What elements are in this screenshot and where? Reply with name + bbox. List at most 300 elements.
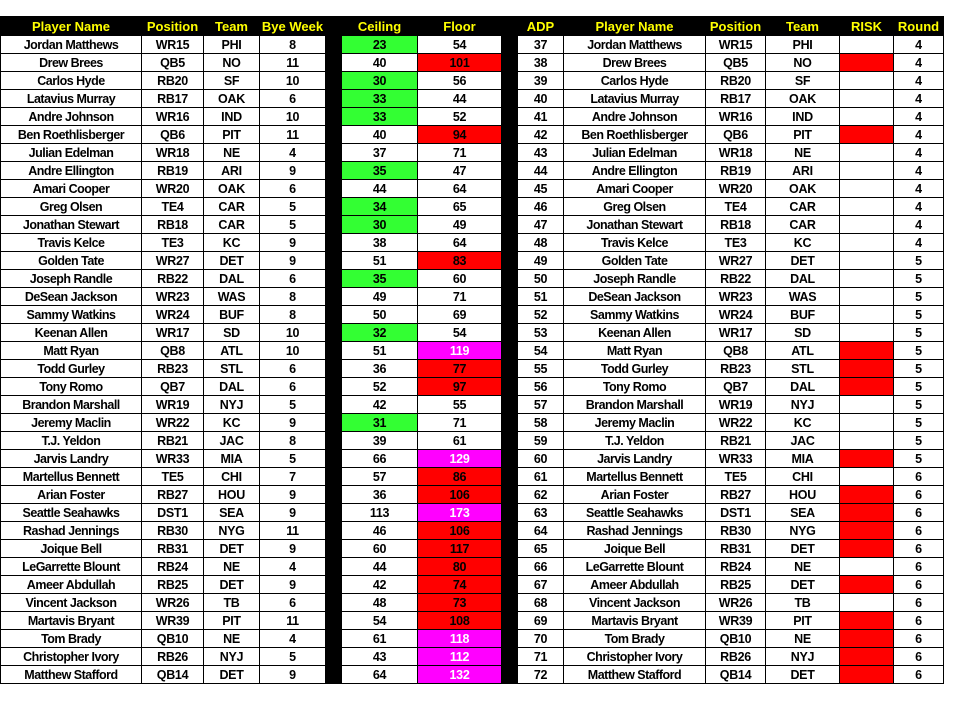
floor-cell[interactable]: 101 — [418, 54, 502, 72]
round-cell[interactable]: 4 — [894, 36, 944, 54]
floor-cell[interactable]: 71 — [418, 144, 502, 162]
player-name-cell[interactable]: Jarvis Landry — [1, 450, 142, 468]
risk-cell[interactable] — [840, 324, 894, 342]
player-name-right-cell[interactable]: T.J. Yeldon — [564, 432, 706, 450]
floor-cell[interactable]: 108 — [418, 612, 502, 630]
bye-week-cell[interactable]: 10 — [260, 342, 326, 360]
ceiling-cell[interactable]: 30 — [342, 72, 418, 90]
position-right-cell[interactable]: RB21 — [706, 432, 766, 450]
player-name-cell[interactable]: Ben Roethlisberger — [1, 126, 142, 144]
player-name-cell[interactable]: Rashad Jennings — [1, 522, 142, 540]
round-cell[interactable]: 5 — [894, 306, 944, 324]
ceiling-cell[interactable]: 46 — [342, 522, 418, 540]
bye-week-cell[interactable]: 9 — [260, 576, 326, 594]
adp-cell[interactable]: 64 — [518, 522, 564, 540]
team-cell[interactable]: NYJ — [204, 396, 260, 414]
player-name-cell[interactable]: Andre Johnson — [1, 108, 142, 126]
player-name-right-cell[interactable]: Todd Gurley — [564, 360, 706, 378]
ceiling-cell[interactable]: 34 — [342, 198, 418, 216]
team-cell[interactable]: DET — [204, 666, 260, 684]
player-name-cell[interactable]: Jeremy Maclin — [1, 414, 142, 432]
position-right-cell[interactable]: WR22 — [706, 414, 766, 432]
team-right-cell[interactable]: NE — [766, 630, 840, 648]
position-right-cell[interactable]: RB26 — [706, 648, 766, 666]
floor-cell[interactable]: 55 — [418, 396, 502, 414]
team-right-cell[interactable]: CAR — [766, 198, 840, 216]
position-cell[interactable]: RB17 — [142, 90, 204, 108]
round-cell[interactable]: 6 — [894, 558, 944, 576]
player-name-right-cell[interactable]: Rashad Jennings — [564, 522, 706, 540]
player-name-cell[interactable]: Greg Olsen — [1, 198, 142, 216]
ceiling-cell[interactable]: 33 — [342, 90, 418, 108]
team-right-cell[interactable]: SEA — [766, 504, 840, 522]
position-right-cell[interactable]: QB5 — [706, 54, 766, 72]
player-name-cell[interactable]: Joseph Randle — [1, 270, 142, 288]
adp-cell[interactable]: 55 — [518, 360, 564, 378]
player-name-right-cell[interactable]: Keenan Allen — [564, 324, 706, 342]
team-right-cell[interactable]: ATL — [766, 342, 840, 360]
position-cell[interactable]: RB20 — [142, 72, 204, 90]
team-cell[interactable]: JAC — [204, 432, 260, 450]
risk-cell[interactable] — [840, 414, 894, 432]
ceiling-cell[interactable]: 52 — [342, 378, 418, 396]
team-right-cell[interactable]: NYG — [766, 522, 840, 540]
floor-cell[interactable]: 65 — [418, 198, 502, 216]
position-cell[interactable]: QB14 — [142, 666, 204, 684]
position-cell[interactable]: RB24 — [142, 558, 204, 576]
bye-week-cell[interactable]: 9 — [260, 504, 326, 522]
team-cell[interactable]: PHI — [204, 36, 260, 54]
position-cell[interactable]: TE3 — [142, 234, 204, 252]
risk-cell[interactable] — [840, 270, 894, 288]
position-right-cell[interactable]: WR26 — [706, 594, 766, 612]
adp-cell[interactable]: 59 — [518, 432, 564, 450]
position-right-cell[interactable]: RB27 — [706, 486, 766, 504]
position-cell[interactable]: RB31 — [142, 540, 204, 558]
round-cell[interactable]: 5 — [894, 288, 944, 306]
position-right-cell[interactable]: WR16 — [706, 108, 766, 126]
position-right-cell[interactable]: WR27 — [706, 252, 766, 270]
player-name-right-cell[interactable]: Andre Johnson — [564, 108, 706, 126]
risk-cell[interactable] — [840, 468, 894, 486]
ceiling-cell[interactable]: 64 — [342, 666, 418, 684]
player-name-cell[interactable]: Christopher Ivory — [1, 648, 142, 666]
position-right-cell[interactable]: RB22 — [706, 270, 766, 288]
position-right-cell[interactable]: WR15 — [706, 36, 766, 54]
adp-cell[interactable]: 54 — [518, 342, 564, 360]
adp-cell[interactable]: 41 — [518, 108, 564, 126]
round-cell[interactable]: 4 — [894, 144, 944, 162]
round-cell[interactable]: 4 — [894, 198, 944, 216]
ceiling-cell[interactable]: 48 — [342, 594, 418, 612]
player-name-right-cell[interactable]: Ameer Abdullah — [564, 576, 706, 594]
team-cell[interactable]: CAR — [204, 198, 260, 216]
floor-cell[interactable]: 117 — [418, 540, 502, 558]
player-name-cell[interactable]: Carlos Hyde — [1, 72, 142, 90]
ceiling-cell[interactable]: 44 — [342, 558, 418, 576]
adp-cell[interactable]: 60 — [518, 450, 564, 468]
player-name-cell[interactable]: Vincent Jackson — [1, 594, 142, 612]
position-right-cell[interactable]: RB25 — [706, 576, 766, 594]
ceiling-cell[interactable]: 49 — [342, 288, 418, 306]
round-cell[interactable]: 5 — [894, 396, 944, 414]
team-right-cell[interactable]: NE — [766, 558, 840, 576]
adp-cell[interactable]: 51 — [518, 288, 564, 306]
team-right-cell[interactable]: OAK — [766, 180, 840, 198]
adp-cell[interactable]: 69 — [518, 612, 564, 630]
position-right-cell[interactable]: QB7 — [706, 378, 766, 396]
risk-cell[interactable] — [840, 72, 894, 90]
adp-cell[interactable]: 67 — [518, 576, 564, 594]
team-cell[interactable]: STL — [204, 360, 260, 378]
risk-cell[interactable] — [840, 360, 894, 378]
player-name-cell[interactable]: Drew Brees — [1, 54, 142, 72]
bye-week-cell[interactable]: 4 — [260, 630, 326, 648]
team-right-cell[interactable]: HOU — [766, 486, 840, 504]
bye-week-cell[interactable]: 6 — [260, 270, 326, 288]
floor-cell[interactable]: 54 — [418, 324, 502, 342]
round-cell[interactable]: 4 — [894, 216, 944, 234]
player-name-right-cell[interactable]: Travis Kelce — [564, 234, 706, 252]
team-cell[interactable]: OAK — [204, 180, 260, 198]
adp-cell[interactable]: 39 — [518, 72, 564, 90]
risk-cell[interactable] — [840, 630, 894, 648]
risk-cell[interactable] — [840, 540, 894, 558]
team-cell[interactable]: HOU — [204, 486, 260, 504]
risk-cell[interactable] — [840, 36, 894, 54]
team-cell[interactable]: SD — [204, 324, 260, 342]
team-right-cell[interactable]: NYJ — [766, 396, 840, 414]
team-right-cell[interactable]: BUF — [766, 306, 840, 324]
risk-cell[interactable] — [840, 612, 894, 630]
ceiling-cell[interactable]: 30 — [342, 216, 418, 234]
player-name-cell[interactable]: Todd Gurley — [1, 360, 142, 378]
ceiling-cell[interactable]: 40 — [342, 54, 418, 72]
round-cell[interactable]: 5 — [894, 342, 944, 360]
team-cell[interactable]: NYJ — [204, 648, 260, 666]
ceiling-cell[interactable]: 42 — [342, 576, 418, 594]
position-right-cell[interactable]: RB20 — [706, 72, 766, 90]
player-name-right-cell[interactable]: Tom Brady — [564, 630, 706, 648]
floor-cell[interactable]: 77 — [418, 360, 502, 378]
player-name-right-cell[interactable]: DeSean Jackson — [564, 288, 706, 306]
round-cell[interactable]: 6 — [894, 576, 944, 594]
player-name-right-cell[interactable]: Greg Olsen — [564, 198, 706, 216]
position-cell[interactable]: WR24 — [142, 306, 204, 324]
position-cell[interactable]: TE4 — [142, 198, 204, 216]
player-name-right-cell[interactable]: Sammy Watkins — [564, 306, 706, 324]
adp-cell[interactable]: 43 — [518, 144, 564, 162]
ceiling-cell[interactable]: 37 — [342, 144, 418, 162]
position-cell[interactable]: RB30 — [142, 522, 204, 540]
ceiling-cell[interactable]: 32 — [342, 324, 418, 342]
floor-cell[interactable]: 94 — [418, 126, 502, 144]
position-right-cell[interactable]: TE3 — [706, 234, 766, 252]
team-cell[interactable]: MIA — [204, 450, 260, 468]
position-cell[interactable]: RB26 — [142, 648, 204, 666]
position-right-cell[interactable]: WR20 — [706, 180, 766, 198]
team-cell[interactable]: CAR — [204, 216, 260, 234]
adp-cell[interactable]: 42 — [518, 126, 564, 144]
bye-week-cell[interactable]: 5 — [260, 648, 326, 666]
adp-cell[interactable]: 61 — [518, 468, 564, 486]
team-right-cell[interactable]: PHI — [766, 36, 840, 54]
floor-cell[interactable]: 80 — [418, 558, 502, 576]
player-name-cell[interactable]: Keenan Allen — [1, 324, 142, 342]
bye-week-cell[interactable]: 5 — [260, 450, 326, 468]
player-name-cell[interactable]: LeGarrette Blount — [1, 558, 142, 576]
floor-cell[interactable]: 118 — [418, 630, 502, 648]
position-cell[interactable]: WR23 — [142, 288, 204, 306]
ceiling-cell[interactable]: 113 — [342, 504, 418, 522]
player-name-cell[interactable]: Tom Brady — [1, 630, 142, 648]
position-cell[interactable]: WR20 — [142, 180, 204, 198]
ceiling-cell[interactable]: 51 — [342, 342, 418, 360]
position-cell[interactable]: RB21 — [142, 432, 204, 450]
bye-week-cell[interactable]: 11 — [260, 612, 326, 630]
player-name-right-cell[interactable]: Andre Ellington — [564, 162, 706, 180]
round-cell[interactable]: 6 — [894, 540, 944, 558]
player-name-right-cell[interactable]: Jordan Matthews — [564, 36, 706, 54]
ceiling-cell[interactable]: 35 — [342, 270, 418, 288]
team-right-cell[interactable]: TB — [766, 594, 840, 612]
round-cell[interactable]: 5 — [894, 378, 944, 396]
adp-cell[interactable]: 57 — [518, 396, 564, 414]
team-cell[interactable]: DAL — [204, 378, 260, 396]
bye-week-cell[interactable]: 5 — [260, 216, 326, 234]
risk-cell[interactable] — [840, 54, 894, 72]
position-cell[interactable]: QB7 — [142, 378, 204, 396]
team-cell[interactable]: KC — [204, 234, 260, 252]
adp-cell[interactable]: 66 — [518, 558, 564, 576]
position-cell[interactable]: WR18 — [142, 144, 204, 162]
player-name-cell[interactable]: Ameer Abdullah — [1, 576, 142, 594]
position-cell[interactable]: WR27 — [142, 252, 204, 270]
ceiling-cell[interactable]: 43 — [342, 648, 418, 666]
player-name-right-cell[interactable]: Julian Edelman — [564, 144, 706, 162]
position-right-cell[interactable]: WR39 — [706, 612, 766, 630]
round-cell[interactable]: 6 — [894, 594, 944, 612]
round-cell[interactable]: 6 — [894, 630, 944, 648]
position-right-cell[interactable]: RB17 — [706, 90, 766, 108]
team-right-cell[interactable]: DET — [766, 576, 840, 594]
risk-cell[interactable] — [840, 126, 894, 144]
floor-cell[interactable]: 54 — [418, 36, 502, 54]
bye-week-cell[interactable]: 9 — [260, 234, 326, 252]
player-name-right-cell[interactable]: Tony Romo — [564, 378, 706, 396]
bye-week-cell[interactable]: 6 — [260, 360, 326, 378]
position-cell[interactable]: WR33 — [142, 450, 204, 468]
player-name-cell[interactable]: Arian Foster — [1, 486, 142, 504]
position-right-cell[interactable]: QB10 — [706, 630, 766, 648]
team-right-cell[interactable]: KC — [766, 414, 840, 432]
floor-cell[interactable]: 56 — [418, 72, 502, 90]
bye-week-cell[interactable]: 11 — [260, 522, 326, 540]
team-cell[interactable]: NYG — [204, 522, 260, 540]
team-cell[interactable]: DET — [204, 540, 260, 558]
player-name-cell[interactable]: Matt Ryan — [1, 342, 142, 360]
ceiling-cell[interactable]: 44 — [342, 180, 418, 198]
ceiling-cell[interactable]: 42 — [342, 396, 418, 414]
bye-week-cell[interactable]: 9 — [260, 486, 326, 504]
position-cell[interactable]: QB5 — [142, 54, 204, 72]
player-name-cell[interactable]: Martavis Bryant — [1, 612, 142, 630]
player-name-right-cell[interactable]: Vincent Jackson — [564, 594, 706, 612]
ceiling-cell[interactable]: 36 — [342, 486, 418, 504]
player-name-cell[interactable]: DeSean Jackson — [1, 288, 142, 306]
adp-cell[interactable]: 49 — [518, 252, 564, 270]
bye-week-cell[interactable]: 11 — [260, 126, 326, 144]
team-right-cell[interactable]: SD — [766, 324, 840, 342]
position-right-cell[interactable]: WR19 — [706, 396, 766, 414]
bye-week-cell[interactable]: 9 — [260, 162, 326, 180]
adp-cell[interactable]: 44 — [518, 162, 564, 180]
position-right-cell[interactable]: WR17 — [706, 324, 766, 342]
bye-week-cell[interactable]: 6 — [260, 90, 326, 108]
bye-week-cell[interactable]: 6 — [260, 594, 326, 612]
round-cell[interactable]: 5 — [894, 414, 944, 432]
team-cell[interactable]: DAL — [204, 270, 260, 288]
floor-cell[interactable]: 112 — [418, 648, 502, 666]
adp-cell[interactable]: 71 — [518, 648, 564, 666]
risk-cell[interactable] — [840, 198, 894, 216]
team-cell[interactable]: WAS — [204, 288, 260, 306]
team-cell[interactable]: NE — [204, 630, 260, 648]
risk-cell[interactable] — [840, 234, 894, 252]
bye-week-cell[interactable]: 8 — [260, 288, 326, 306]
floor-cell[interactable]: 61 — [418, 432, 502, 450]
round-cell[interactable]: 5 — [894, 270, 944, 288]
round-cell[interactable]: 5 — [894, 450, 944, 468]
player-name-right-cell[interactable]: Joique Bell — [564, 540, 706, 558]
adp-cell[interactable]: 45 — [518, 180, 564, 198]
adp-cell[interactable]: 40 — [518, 90, 564, 108]
floor-cell[interactable]: 97 — [418, 378, 502, 396]
adp-cell[interactable]: 58 — [518, 414, 564, 432]
risk-cell[interactable] — [840, 396, 894, 414]
bye-week-cell[interactable]: 10 — [260, 324, 326, 342]
round-cell[interactable]: 4 — [894, 54, 944, 72]
adp-cell[interactable]: 46 — [518, 198, 564, 216]
team-cell[interactable]: CHI — [204, 468, 260, 486]
risk-cell[interactable] — [840, 90, 894, 108]
team-right-cell[interactable]: IND — [766, 108, 840, 126]
adp-cell[interactable]: 53 — [518, 324, 564, 342]
team-right-cell[interactable]: DAL — [766, 378, 840, 396]
team-cell[interactable]: OAK — [204, 90, 260, 108]
round-cell[interactable]: 4 — [894, 72, 944, 90]
team-right-cell[interactable]: STL — [766, 360, 840, 378]
risk-cell[interactable] — [840, 504, 894, 522]
player-name-right-cell[interactable]: Drew Brees — [564, 54, 706, 72]
position-cell[interactable]: WR22 — [142, 414, 204, 432]
team-right-cell[interactable]: JAC — [766, 432, 840, 450]
player-name-cell[interactable]: Latavius Murray — [1, 90, 142, 108]
floor-cell[interactable]: 86 — [418, 468, 502, 486]
position-right-cell[interactable]: WR24 — [706, 306, 766, 324]
adp-cell[interactable]: 47 — [518, 216, 564, 234]
ceiling-cell[interactable]: 60 — [342, 540, 418, 558]
team-right-cell[interactable]: PIT — [766, 126, 840, 144]
player-name-right-cell[interactable]: Amari Cooper — [564, 180, 706, 198]
player-name-cell[interactable]: T.J. Yeldon — [1, 432, 142, 450]
round-cell[interactable]: 5 — [894, 252, 944, 270]
adp-cell[interactable]: 68 — [518, 594, 564, 612]
risk-cell[interactable] — [840, 378, 894, 396]
adp-cell[interactable]: 72 — [518, 666, 564, 684]
position-right-cell[interactable]: TE4 — [706, 198, 766, 216]
team-cell[interactable]: TB — [204, 594, 260, 612]
risk-cell[interactable] — [840, 522, 894, 540]
player-name-right-cell[interactable]: Jonathan Stewart — [564, 216, 706, 234]
floor-cell[interactable]: 64 — [418, 180, 502, 198]
team-right-cell[interactable]: SF — [766, 72, 840, 90]
player-name-right-cell[interactable]: Christopher Ivory — [564, 648, 706, 666]
bye-week-cell[interactable]: 5 — [260, 396, 326, 414]
adp-cell[interactable]: 70 — [518, 630, 564, 648]
risk-cell[interactable] — [840, 252, 894, 270]
bye-week-cell[interactable]: 8 — [260, 306, 326, 324]
position-right-cell[interactable]: RB30 — [706, 522, 766, 540]
ceiling-cell[interactable]: 57 — [342, 468, 418, 486]
team-right-cell[interactable]: OAK — [766, 90, 840, 108]
player-name-cell[interactable]: Brandon Marshall — [1, 396, 142, 414]
player-name-cell[interactable]: Joique Bell — [1, 540, 142, 558]
ceiling-cell[interactable]: 61 — [342, 630, 418, 648]
floor-cell[interactable]: 71 — [418, 288, 502, 306]
team-right-cell[interactable]: NE — [766, 144, 840, 162]
risk-cell[interactable] — [840, 342, 894, 360]
risk-cell[interactable] — [840, 108, 894, 126]
bye-week-cell[interactable]: 6 — [260, 180, 326, 198]
player-name-cell[interactable]: Golden Tate — [1, 252, 142, 270]
player-name-right-cell[interactable]: Ben Roethlisberger — [564, 126, 706, 144]
floor-cell[interactable]: 129 — [418, 450, 502, 468]
player-name-right-cell[interactable]: Seattle Seahawks — [564, 504, 706, 522]
floor-cell[interactable]: 106 — [418, 522, 502, 540]
player-name-right-cell[interactable]: Martellus Bennett — [564, 468, 706, 486]
player-name-cell[interactable]: Seattle Seahawks — [1, 504, 142, 522]
bye-week-cell[interactable]: 9 — [260, 666, 326, 684]
round-cell[interactable]: 6 — [894, 648, 944, 666]
team-right-cell[interactable]: DET — [766, 540, 840, 558]
player-name-right-cell[interactable]: Latavius Murray — [564, 90, 706, 108]
team-cell[interactable]: NE — [204, 558, 260, 576]
round-cell[interactable]: 6 — [894, 666, 944, 684]
adp-cell[interactable]: 37 — [518, 36, 564, 54]
team-right-cell[interactable]: NYJ — [766, 648, 840, 666]
player-name-right-cell[interactable]: Jeremy Maclin — [564, 414, 706, 432]
player-name-cell[interactable]: Tony Romo — [1, 378, 142, 396]
adp-cell[interactable]: 52 — [518, 306, 564, 324]
round-cell[interactable]: 6 — [894, 468, 944, 486]
floor-cell[interactable]: 119 — [418, 342, 502, 360]
position-cell[interactable]: WR17 — [142, 324, 204, 342]
risk-cell[interactable] — [840, 306, 894, 324]
floor-cell[interactable]: 71 — [418, 414, 502, 432]
team-cell[interactable]: ATL — [204, 342, 260, 360]
team-right-cell[interactable]: MIA — [766, 450, 840, 468]
position-right-cell[interactable]: RB24 — [706, 558, 766, 576]
position-right-cell[interactable]: TE5 — [706, 468, 766, 486]
player-name-cell[interactable]: Matthew Stafford — [1, 666, 142, 684]
risk-cell[interactable] — [840, 450, 894, 468]
position-cell[interactable]: RB23 — [142, 360, 204, 378]
risk-cell[interactable] — [840, 180, 894, 198]
ceiling-cell[interactable]: 35 — [342, 162, 418, 180]
team-cell[interactable]: SF — [204, 72, 260, 90]
bye-week-cell[interactable]: 8 — [260, 432, 326, 450]
